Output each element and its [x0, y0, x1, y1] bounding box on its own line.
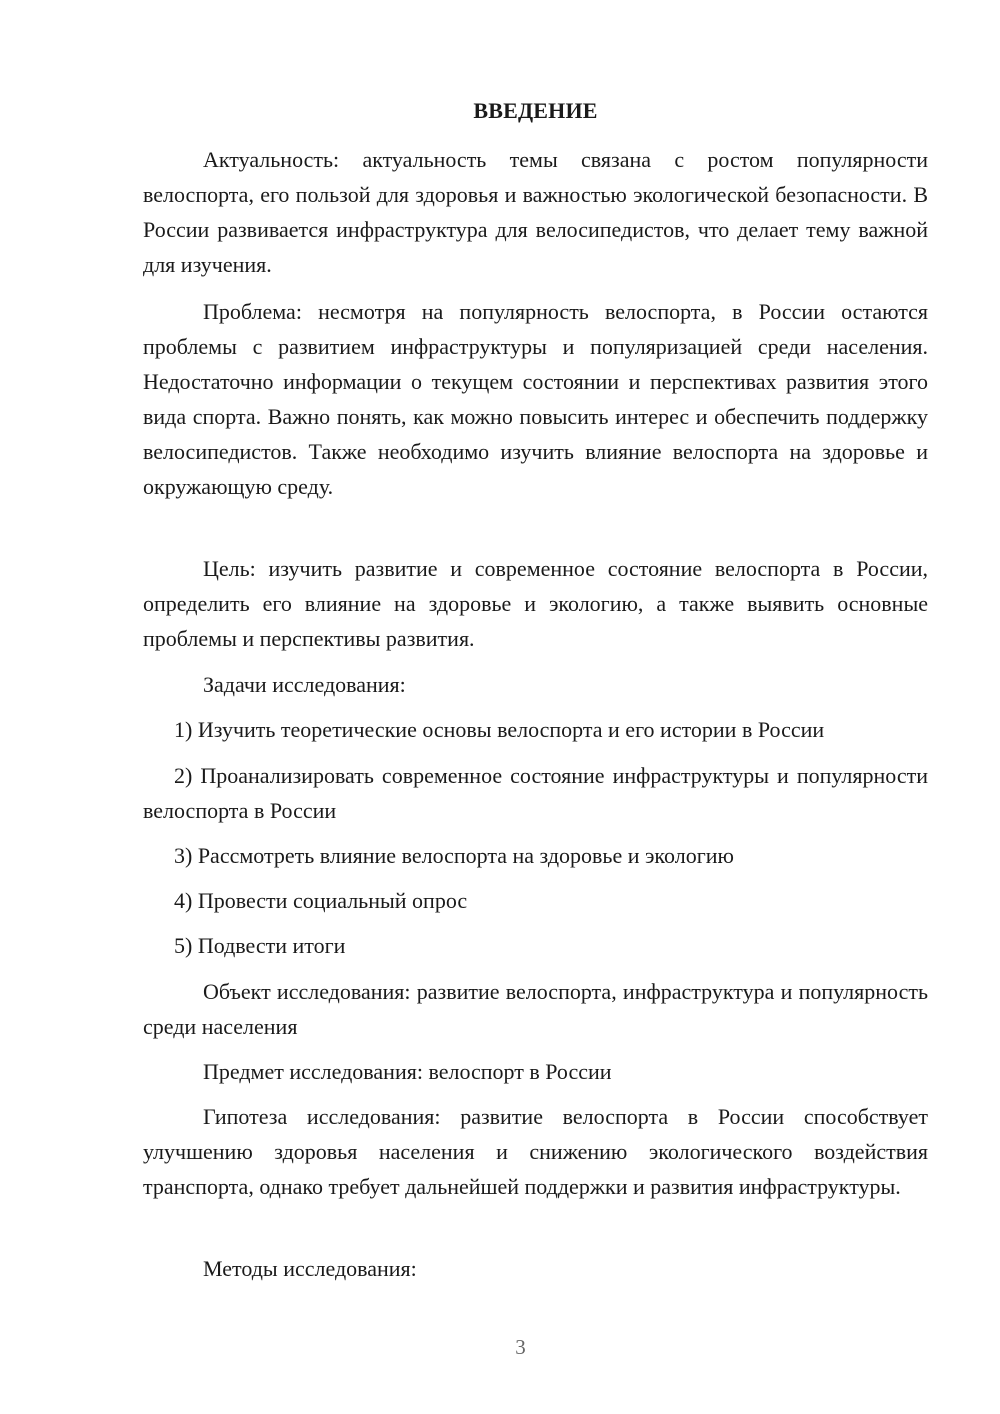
- paragraph-problem: Проблема: несмотря на популярность велоспорта, в России остаются проблемы с развитием инфраструктуры и популяризацией среди населения. Недостаточно информации о текущем состоянии и перспективах развития этого вида спорта. Важно понять, как можно повысить интерес и обеспечить поддержку велосипедистов. Также необходимо изучить влияние велоспорта на здоровье и окружающую среду.: [143, 299, 928, 499]
- task-item-4: 4) Провести социальный опрос: [174, 888, 468, 913]
- paragraph-object: Объект исследования: развитие велоспорта, инфраструктура и популярность среди населения: [143, 979, 928, 1039]
- paragraph-tasks-heading: Задачи исследования:: [203, 672, 406, 697]
- task-item-2: 2) Проанализировать современное состояние инфраструктуры и популярности велоспорта в России: [143, 763, 928, 823]
- paragraph-goal: Цель: изучить развитие и современное состояние велоспорта в России, определить его влияние на здоровье и экологию, а также выявить основные проблемы и перспективы развития.: [143, 556, 928, 651]
- section-title: ВВЕДЕНИЕ: [473, 98, 598, 123]
- paragraph-subject: Предмет исследования: велоспорт в России: [203, 1059, 612, 1084]
- document-page: [143, 0, 928, 1414]
- task-item-5: 5) Подвести итоги: [174, 933, 346, 958]
- paragraph-methods: Методы исследования:: [203, 1256, 417, 1281]
- page-number: 3: [515, 1335, 526, 1359]
- paragraph-hypothesis: Гипотеза исследования: развитие велоспорта в России способствует улучшению здоровья населения и снижению экологического воздействия транспорта, однако требует дальнейшей поддержки и развития инфраструктуры.: [143, 1104, 928, 1199]
- paragraph-relevance: Актуальность: актуальность темы связана с ростом популярности велоспорта, его пользой для здоровья и важностью экологической безопасности. В России развивается инфраструктура для велосипедистов, что делает тему важной для изучения.: [143, 147, 928, 277]
- task-item-1: 1) Изучить теоретические основы велоспорта и его истории в России: [174, 717, 825, 742]
- task-item-3: 3) Рассмотреть влияние велоспорта на здоровье и экологию: [174, 843, 734, 868]
